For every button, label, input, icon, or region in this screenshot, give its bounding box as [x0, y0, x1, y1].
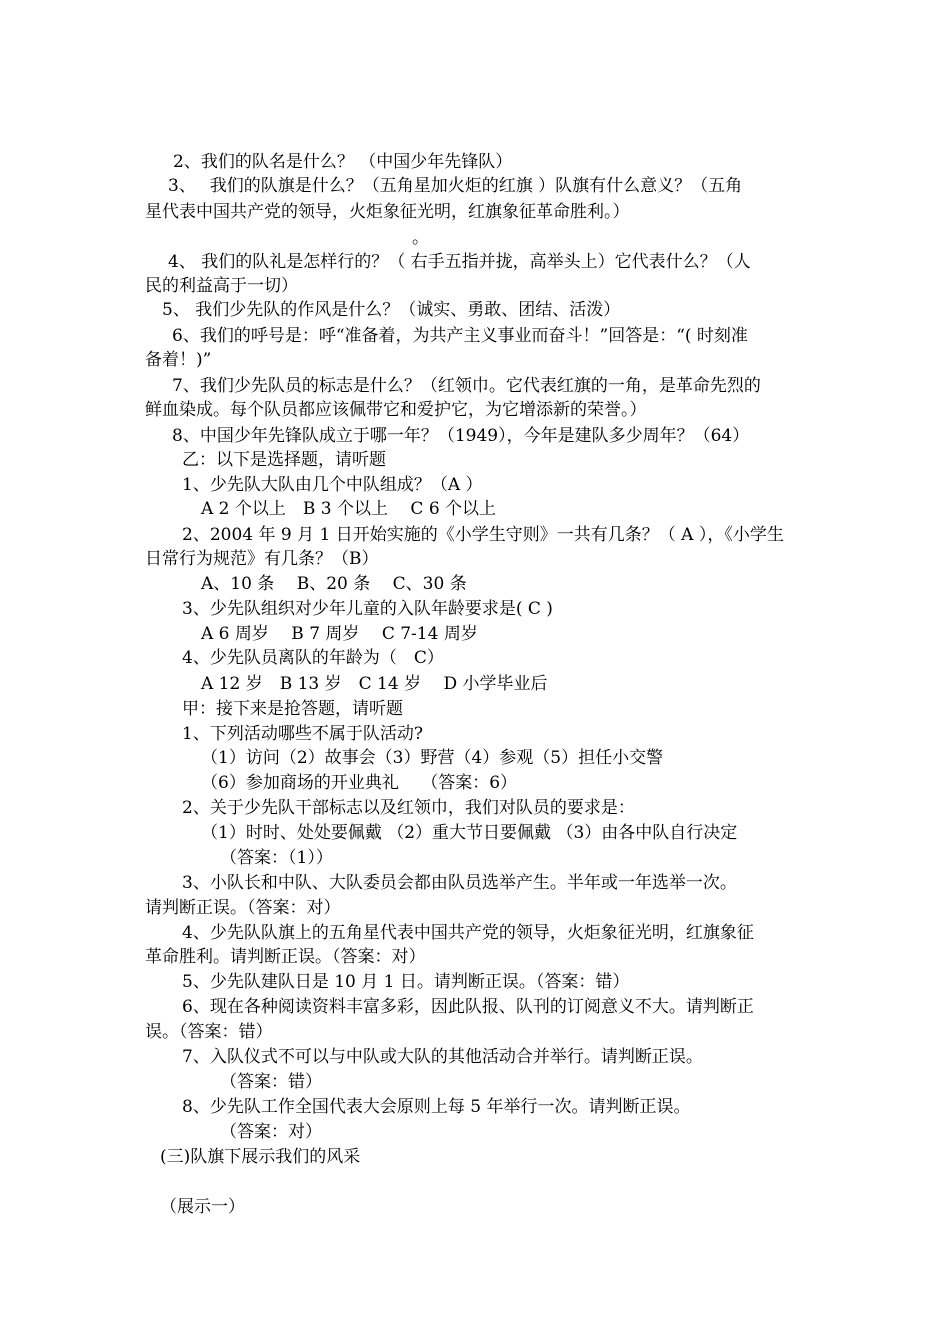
- text-line: 8、少先队工作全国代表大会原则上每 5 年举行一次。请判断正误。: [182, 1097, 691, 1117]
- text-line: A 12 岁 B 13 岁 C 14 岁 D 小学毕业后: [201, 674, 548, 694]
- text-line: 4、 我们的队礼是怎样行的？（ 右手五指并拢，高举头上）它代表什么？（人: [168, 252, 751, 272]
- text-line: 备着！)”: [145, 350, 212, 370]
- text-line: 6、我们的呼号是：呼“准备着，为共产主义事业而奋斗！”回答是：“( 时刻准: [172, 326, 748, 346]
- text-line: 革命胜利。请判断正误。（答案：对）: [145, 947, 426, 967]
- text-line: （答案：对）: [220, 1122, 322, 1142]
- text-line: 民的利益高于一切）: [145, 276, 298, 296]
- text-line: （6）参加商场的开业典礼 （答案：6）: [201, 773, 518, 793]
- text-line: 2、2004 年 9 月 1 日开始实施的《小学生守则》一共有几条？（ A ），《小学生: [182, 525, 784, 545]
- text-line: 4、少先队队旗上的五角星代表中国共产党的领导，火炬象征光明，红旗象征: [182, 923, 754, 943]
- text-line: A 6 周岁 B 7 周岁 C 7-14 周岁: [201, 624, 478, 644]
- text-line: A 2 个以上 B 3 个以上 C 6 个以上: [201, 499, 497, 519]
- text-line: 乙：以下是选择题，请听题: [182, 450, 386, 470]
- text-line: 1、下列活动哪些不属于队活动?: [182, 724, 423, 744]
- text-line: 星代表中国共产党的领导，火炬象征光明，红旗象征革命胜利。）: [145, 202, 630, 222]
- text-line: 。: [412, 228, 429, 248]
- text-line: 3、 我们的队旗是什么？（五角星加火炬的红旗 ）队旗有什么意义？（五角: [168, 176, 743, 196]
- text-line: 6、现在各种阅读资料丰富多彩，因此队报、队刊的订阅意义不大。请判断正: [182, 997, 754, 1017]
- text-line: 日常行为规范》有几条？（B）: [145, 549, 379, 569]
- text-line: （答案：错）: [220, 1072, 322, 1092]
- text-line: 4、少先队员离队的年龄为（ C）: [182, 648, 444, 668]
- text-line: 1、少先队大队由几个中队组成？（A ）: [182, 475, 483, 495]
- text-line: 2、关于少先队干部标志以及红领巾，我们对队员的要求是：: [182, 798, 635, 818]
- text-line: A、10 条 B、20 条 C、30 条: [201, 574, 467, 594]
- text-line: 甲：接下来是抢答题，请听题: [182, 699, 403, 719]
- text-line: 7、我们少先队员的标志是什么？（红领巾。它代表红旗的一角，是革命先烈的: [172, 376, 761, 396]
- text-line: 3、少先队组织对少年儿童的入队年龄要求是( C ): [182, 599, 553, 619]
- text-line: （1）访问（2）故事会（3）野营（4）参观（5）担任小交警: [201, 748, 664, 768]
- text-line: （1）时时、处处要佩戴 （2）重大节日要佩戴 （3）由各中队自行决定: [201, 823, 738, 843]
- text-line: 2、我们的队名是什么？ （中国少年先锋队）: [173, 152, 513, 172]
- text-line: （答案：（1））: [220, 848, 333, 868]
- text-line: 鲜血染成。每个队员都应该佩带它和爱护它，为它增添新的荣誉。）: [145, 400, 647, 420]
- text-line: 误。（答案：错）: [145, 1022, 273, 1042]
- subsection-heading: （展示一）: [160, 1197, 245, 1217]
- text-line: 5、 我们少先队的作风是什么？（诚实、勇敢、团结、活泼）: [162, 300, 621, 320]
- text-line: 3、小队长和中队、大队委员会都由队员选举产生。半年或一年选举一次。: [182, 873, 737, 893]
- text-line: 7、入队仪式不可以与中队或大队的其他活动合并举行。请判断正误。: [182, 1047, 703, 1067]
- text-line: 8、中国少年先锋队成立于哪一年？（1949），今年是建队多少周年？（64）: [172, 426, 750, 446]
- section-heading: (三)队旗下展示我们的风采: [160, 1147, 361, 1167]
- text-line: 请判断正误。（答案：对）: [145, 898, 341, 918]
- text-line: 5、少先队建队日是 10 月 1 日。请判断正误。（答案：错）: [182, 972, 630, 992]
